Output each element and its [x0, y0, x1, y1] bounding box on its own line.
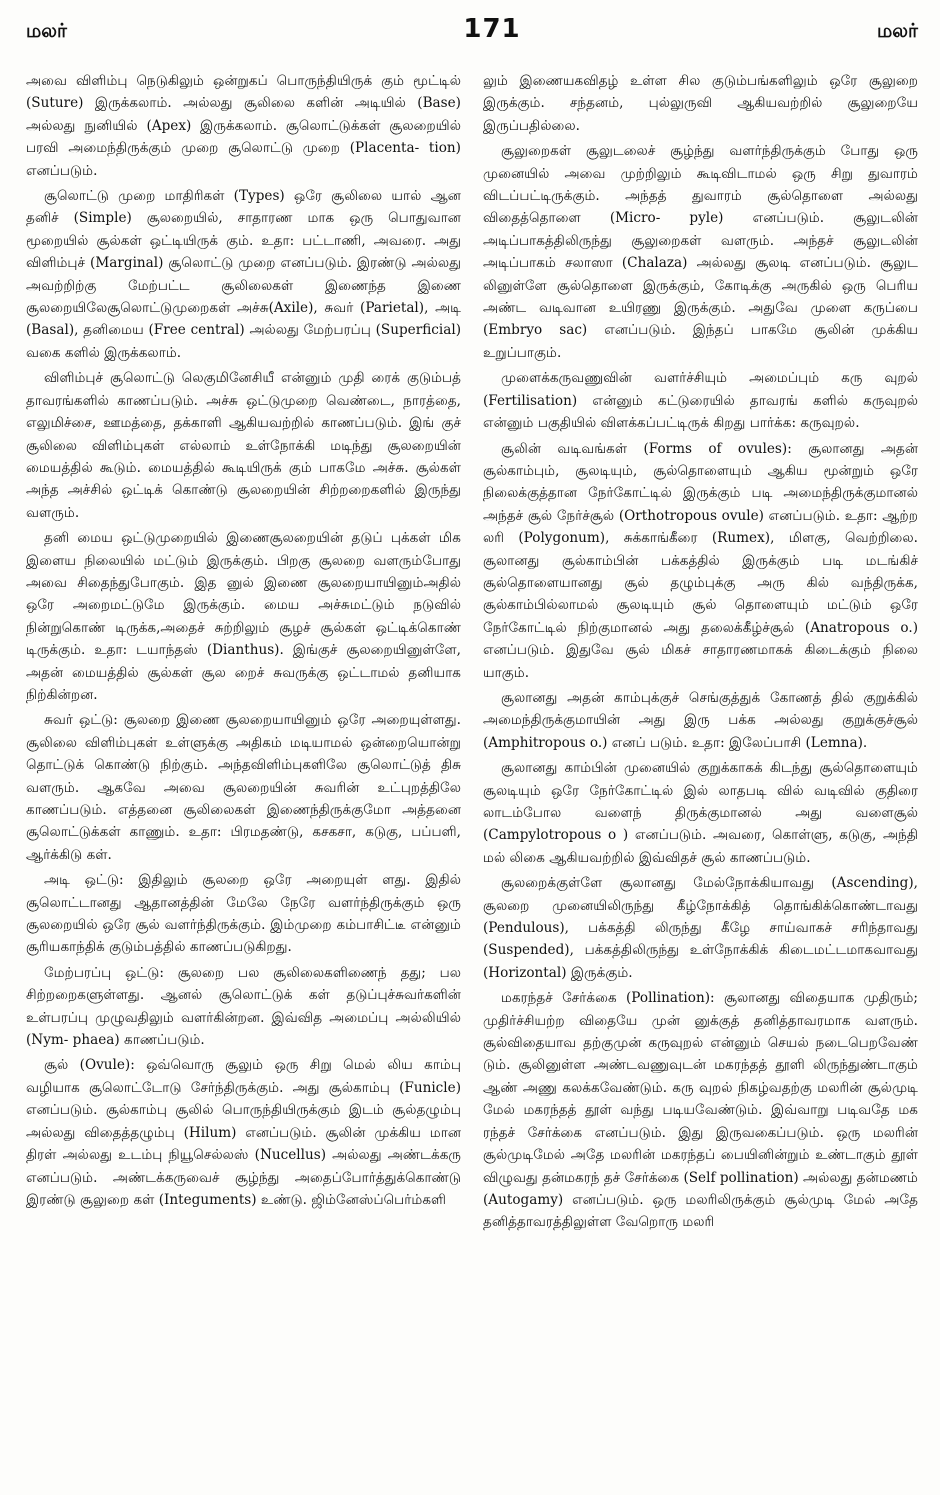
paragraph: அடி ஒட்டு: இதிலும் சூலறை ஒரே அறையுள் ளது. இதில் சூலொட்டானது ஆதானத்தின் மேலே நேரே வளர்ந்திருக்கும் ஒரு சூலறையில் ஒரே சூல் வளர்ந்திருக்கும். இம்முறை கம்பாசிட்டீ என்னும் சூரியகாந்திக் குடும்பத்தில் காணப்படுகிறது.: [26, 872, 461, 956]
page-header: [26, 14, 918, 58]
text-columns: [26, 70, 918, 1237]
paragraph: லும் இணையகவிதழ் உள்ள சில குடும்பங்களிலும் ஒரே சூலுறை இருக்கும். சந்தனம், புல்லுருவி ஆகியவற்றில் சூலுறையே இருப்பதில்லை.: [483, 73, 918, 134]
paragraph: சூல் (Ovule): ஒவ்வொரு சூலும் ஒரு சிறு மெல் லிய காம்பு வழியாக சூலொட்டோடு சேர்ந்திருக்கும். அது சூல்காம்பு (Funicle) எனப்படும். சூல்காம்பு சூலில் பொருந்தியிருக்கும் இடம் சூல்தழும்பு அல்லது விதைத்தழும்பு (Hilum) எனப்படும். சூலின் முக்கிய மான திரள் அல்லது உடம்பு நியூசெல்லஸ் (Nucellus) அல்லது அண்டக்கரு எனப்படும். அண்டக்கருவைச் சூழ்ந்து அதைப்போர்த்துக்கொண்டு இரண்டு சூலுறை கள் (Integuments) உண்டு. ஜிம்னேஸ்ப்பெர்ம்களி: [26, 1057, 461, 1208]
paragraph: சூலானது காம்பின் முனையில் குறுக்காகக் கிடந்து சூல்தொளையும் சூலடியும் ஒரே நேர்கோட்டில் இல் லாதபடி வில் வடிவில் குதிரை லாடம்போல வளைந் திருக்குமானல் அது வளைசூல் (Campylotropous o ) எனப்படும். அவரை, கொள்ளு, கடுகு, அந்தி மல் லிகை ஆகியவற்றில் இவ்விதச் சூல் காணப்படும்.: [483, 760, 918, 866]
header-right-word: மலர்: [877, 20, 918, 42]
paragraph: சூலறைக்குள்ளே சூலானது மேல்நோக்கியாவது (Ascending), சூலறை முனையிலிருந்து கீழ்நோக்கித் தொங்கிக்கொண்டாவது (Pendulous), பக்கத்தி லிருந்து கீழே சாய்வாகச் சரிந்தாவது (Suspended), பக்கத்திலிருந்து உள்நோக்கிக் கிடைமட்டமாகவாவது (Horizontal) இருக்கும்.: [483, 875, 918, 981]
paragraph: தனி மைய ஒட்டுமுறையில் இணைசூலறையின் தடுப் புக்கள் மிக இளைய நிலையில் மட்டும் இருக்கும். பிறகு சூலறை வளரும்போது அவை சிதைந்துபோகும். இத னுல் இணை சூலறையாயினும்அதில் ஒரே அறைமட்டுமே இருக்கும். மைய அச்சுமட்டும் நடுவில் நின்றுகொண் டிருக்க,அதைச் சுற்றிலும் சூழச் சூல்கள் ஒட்டிக்கொண் டிருக்கும். உதா: டயாந்தஸ் (Dianthus). இங்குச் சூலறையினுள்ளே, அதன் மையத்தில் சூல்கள் சூல றைச் சுவருக்கு ஒட்டாமல் தனியாக நிற்கின்றன.: [26, 530, 461, 703]
paragraph: விளிம்புச் சூலொட்டு லெகுமினேசியீ என்னும் முதி ரைக் குடும்பத் தாவரங்களில் காணப்படும். அச்சு ஒட்டுமுறை வெண்டை, நாரத்தை, எலுமிச்சை, ஊமத்தை, தக்காளி ஆகியவற்றில் காணப்படும். இங் குச் சூலிலை விளிம்புகள் எல்லாம் உள்நோக்கி மடிந்து சூலறையின் மையத்தில் கூடும். மையத்தில் கூடியிருக் கும் பாகமே அச்சு. சூல்கள் அந்த அச்சில் ஒட்டிக் கொண்டு சூலறையின் சிற்றறைகளில் இருந்து வளரும்.: [26, 370, 461, 521]
left-column: [26, 70, 461, 1237]
paragraph: சூலுறைகள் சூலுடலைச் சூழ்ந்து வளர்ந்திருக்கும் போது ஒரு முனையில் அவை முற்றிலும் கூடிவிடாமல் ஒரு சிறு துவாரம் விடப்பட்டிருக்கும். அந்தத் துவாரம் சூல்தொளை அல்லது விதைத்தொளை (Micro- pyle) எனப்படும். சூலுடலின் அடிப்பாகத்திலிருந்து சூலுறைகள் வளரும். அந்தச் சூலுடலின் அடிப்பாகம் சலாஸா (Chalaza) அல்லது சூலடி எனப்படும். சூலுட லினுள்ளே சூல்தொளை இருக்கும், கோடிக்கு அருகில் ஒரு பெரிய அண்ட வடிவான உயிரணு இருக்கும். அதுவே முளை கருப்பை (Embryo sac) எனப்படும். இந்தப் பாகமே சூலின் முக்கிய உறுப்பாகும்.: [483, 143, 918, 361]
page-number: 171: [463, 14, 521, 44]
paragraph: சூலொட்டு முறை மாதிரிகள் (Types) ஒரே சூலிலை யால் ஆன தனிச் (Simple) சூலறையில், சாதாரண மாக ஒரு பொதுவான மூறையில் சூல்கள் ஒட்டியிருக் கும். உதா: பட்டாணி, அவரை. அது விளிம்புச் (Marginal) சூலொட்டு முறை எனப்படும். இரண்டு அல்லது அவற்றிற்கு மேற்பட்ட சூலிலைகள் இணைந்த இணை சூலறையிலேசூலொட்டுமுறைகள் அச்சு(Axile), சுவர் (Parietal), அடி (Basal), தனிமைய (Free central) அல்லது மேற்பரப்பு (Superficial) வகை களில் இருக்கலாம்.: [26, 188, 461, 361]
paragraph: மகரந்தச் சேர்க்கை (Pollination): சூலானது விதையாக முதிரும்; முதிர்ச்சியற்ற விதையே முன் னுக்குத் தனித்தாவரமாக வளரும். சூல்விதையாவ தற்குமுன் கருவுறல் என்னும் செயல் நடைபெறவேண் டும். சூலினுள்ள அண்டவணுவுடன் மகரந்தத் தூளி லிருந்துண்டாகும் ஆண் அணு கலக்கவேண்டும். கரு வுறல் நிகழ்வதற்கு மலரின் சூல்முடி மேல் மகரந்தத் தூள் வந்து படியவேண்டும். இவ்வாறு படிவதே மக ரந்தச் சேர்க்கை எனப்படும். இது இருவகைப்படும். ஒரு மலரின் சூல்முடிமேல் அதே மலரின் மகரந்தப் பையினின்றும் உண்டாகும் தூள் விழுவது தன்மகரந் தச் சேர்க்கை (Self pollination) அல்லது தன்மணம் (Autogamy) எனப்படும். ஒரு மலரிலிருக்கும் சூல்முடி மேல் அதே தனித்தாவரத்திலுள்ள வேறொரு மலரி: [483, 990, 918, 1231]
paragraph: சுவர் ஒட்டு: சூலறை இணை சூலறையாயினும் ஒரே அறையுள்ளது. சூலிலை விளிம்புகள் உள்ளுக்கு அதிகம் மடியாமல் ஒன்றையொன்று தொட்டுக் கொண்டு நிற்கும். அந்தவிளிம்புகளிலே சூலொட்டுத் திசு வளரும். ஆகவே அவை சூலறையின் சுவரின் உட்புறத்திலே காணப்படும். எத்தனை சூலிலைகள் இணைந்திருக்குமோ அத்தனை சூலொட்டுக்கள் காணும். உதா: பிரமதண்டு, கசகசா, கடுகு, பப்பளி, ஆர்க்கிடு கள்.: [26, 712, 461, 863]
paragraph: முளைக்கருவணுவின் வளர்ச்சியும் அமைப்பும் கரு வுறல் (Fertilisation) என்னும் கட்டுரையில் தாவரங் களில் கருவுறல் என்னும் பகுதியில் விளக்கப்பட்டிருக் கிறது பார்க்க: கருவுறல்.: [483, 370, 918, 432]
paragraph: சூலானது அதன் காம்புக்குச் செங்குத்துக் கோணத் தில் குறுக்கில் அமைந்திருக்குமாயின் அது இரு பக்க அல்லது குறுக்குச்சூல் (Amphitropous o.) எனப் படும். உதா: இலேப்பாசி (Lemna).: [483, 689, 918, 751]
header-left-word: மலர்: [26, 20, 67, 42]
right-column: [483, 70, 918, 1237]
paragraph: மேற்பரப்பு ஒட்டு: சூலறை பல சூலிலைகளிணைந் தது; பல சிற்றறைகளுள்ளது. ஆனல் சூலொட்டுக் கள் தடுப்புச்சுவர்களின் உள்பரப்பு முழுவதிலும் வளர்கின்றன. இவ்வித அமைப்பு அல்லியில் (Nym- phaea) காணப்படும்.: [26, 964, 461, 1049]
paragraph: அவை விளிம்பு நெடுகிலும் ஒன்றுகப் பொருந்தியிருக் கும் மூட்டில் (Suture) இருக்கலாம். அல்லது சூலிலை களின் அடியில் (Base) அல்லது நுனியில் (Apex) இருக்கலாம். சூலொட்டுக்கள் சூலறையில் பரவி அமைந்திருக்கும் முறை சூலொட்டு முறை (Placenta- tion) எனப்படும்.: [26, 73, 461, 179]
paragraph: சூலின் வடிவங்கள் (Forms of ovules): சூலானது அதன் சூல்காம்பும், சூலடியும், சூல்தொளையும் ஆகிய மூன்றும் ஒரே நிலைக்குத்தான நேர்கோட்டில் இருக்கும் படி அமைந்திருக்குமானல் அந்தச் சூல் நேர்ச்சூல் (Orthotropous ovule) எனப்படும். உதா: ஆற்ற லரி (Polygonum), சுக்காங்கீரை (Rumex), மிளகு, வெற்றிலை. சூலானது சூல்காம்பின் பக்கத்தில் இருக்கும் படி மடங்கிச் சூல்தொளையானது சூல் தழும்புக்கு அரு கில் வந்திருக்க, சூல்காம்பில்லாமல் சூலடியும் சூல் தொளையும் மட்டும் ஒரே நேர்கோட்டில் நிற்குமானல் அது தலைக்கீழ்ச்சூல் (Anatropous o.) எனப்படும். இதுவே சூல் மிகச் சாதாரணமாகக் கிடைக்கும் நிலை யாகும்.: [483, 440, 918, 681]
